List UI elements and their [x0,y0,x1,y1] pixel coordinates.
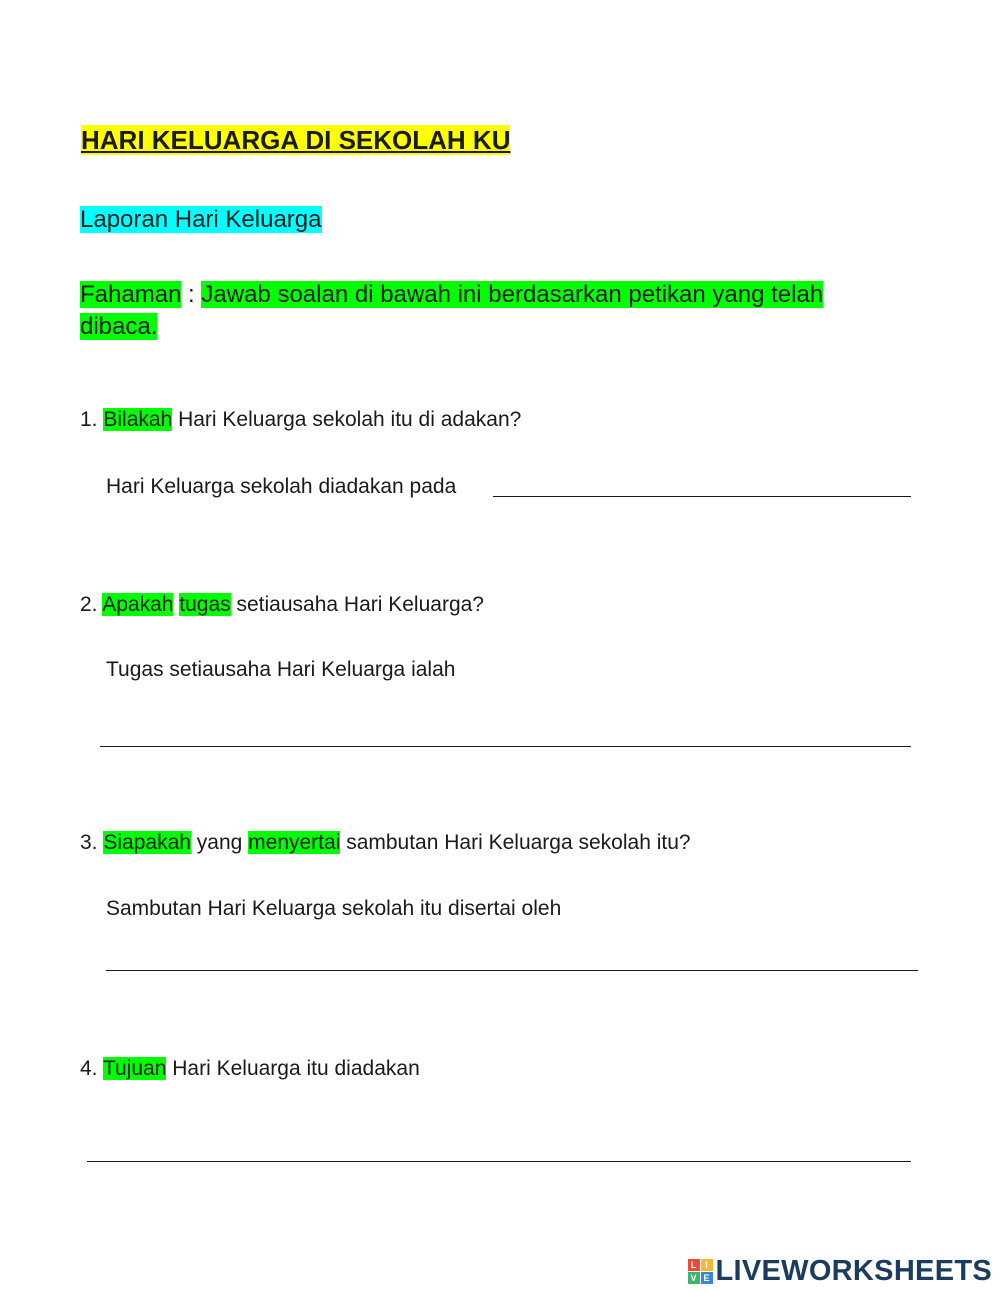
question-1-number: 1. [80,408,98,431]
answer-1-prefix: Hari Keluarga sekolah diadakan pada [106,475,457,498]
instruction-text-1: Jawab soalan di bawah ini berdasarkan petikan yang telah [201,281,824,308]
question-1 [80,406,521,434]
worksheet-subtitle [80,204,322,236]
question-3-mid: yang [190,831,249,854]
question-4-number: 4. [80,1057,98,1080]
logo-badge-v: V [688,1272,700,1284]
logo-badge-i: I [701,1259,713,1271]
instruction-text-2: dibaca. [80,313,158,340]
worksheet-title-text: HARI KELUARGA DI SEKOLAH KU [81,125,511,155]
question-4-text: Hari Keluarga itu diadakan [166,1057,420,1080]
question-2-text: setiausaha Hari Keluarga? [230,593,484,616]
question-3-text: sambutan Hari Keluarga sekolah itu? [340,831,691,854]
instruction-label: Fahaman [80,281,182,308]
question-3-keyword-2: menyertai [248,831,341,854]
worksheet-subtitle-text: Laporan Hari Keluarga [80,206,322,233]
answer-1-blank[interactable] [493,496,911,497]
answer-2-blank[interactable] [100,746,911,747]
worksheet-title [81,123,510,157]
question-2-keyword-2: tugas [179,593,231,616]
instruction [80,279,940,343]
question-1-keyword: Bilakah [103,408,173,431]
question-2-keyword-1: Apakah [102,593,174,616]
liveworksheets-logo-text: LIVEWORKSHEETS [715,1254,992,1287]
question-1-text: Hari Keluarga sekolah itu di adakan? [172,408,522,431]
instruction-separator: : [181,281,202,308]
answer-4-blank[interactable] [87,1161,911,1162]
question-4 [80,1055,420,1083]
instruction-line-1 [80,279,940,311]
question-2-number: 2. [80,593,98,616]
liveworksheets-logo-icon [688,1259,713,1284]
question-3-keyword-1: Siapakah [103,831,191,854]
answer-3-blank[interactable] [106,970,918,971]
logo-badge-l: L [688,1259,700,1271]
question-2 [80,591,484,619]
answer-3-prefix: Sambutan Hari Keluarga sekolah itu disertai oleh [106,897,562,920]
question-4-keyword: Tujuan [102,1057,167,1080]
answer-2-prefix: Tugas setiausaha Hari Keluarga ialah [106,658,456,681]
question-3 [80,829,691,857]
instruction-line-2 [80,311,940,343]
liveworksheets-logo [688,1254,993,1288]
question-3-number: 3. [80,831,98,854]
logo-badge-e: E [701,1272,713,1284]
